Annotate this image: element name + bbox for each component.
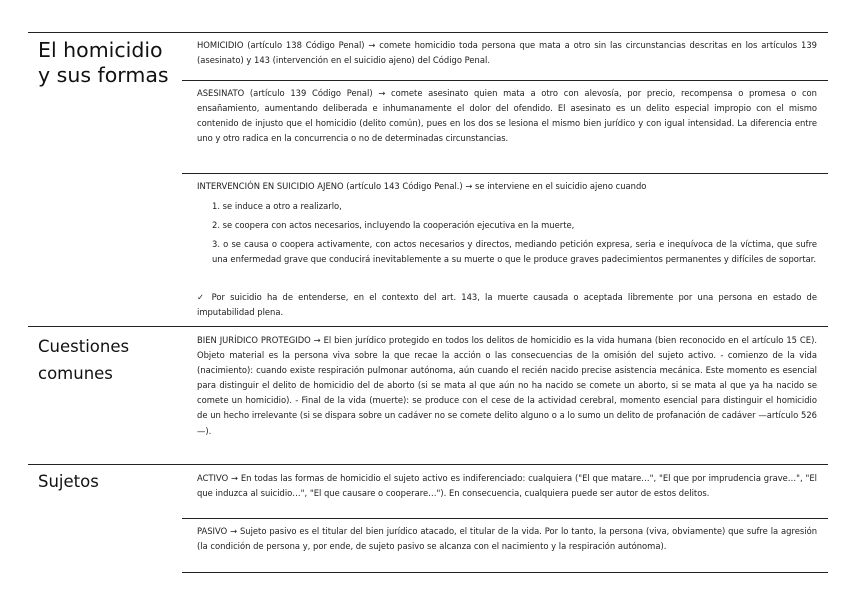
asesinato-text: ASESINATO (artículo 139 Código Penal) → comete asesinato quien mata a otro con alevosía, por precio, recompensa o promesa o con ensañamiento, aumentando deliberada e inhumanamente el dolor del ofendido. El asesinato es un delito especial impropio con el mismo contenido de injusto que el homicidio (delito común), pues en los dos se lesiona el mismo bien jurídico y con igual intensidad. La diferencia entre uno y otro radica en la concurrencia o no de determinadas circunstancias. <box>197 88 817 144</box>
intervencion-intro-text: INTERVENCIÓN EN SUICIDIO AJENO (artículo 143 Código Penal.) → se interviene en el suicidio ajeno cuando <box>197 181 647 191</box>
bottom-rule <box>182 572 828 573</box>
activo-paragraph <box>197 471 817 501</box>
activo-text: ACTIVO → En todas las formas de homicidio el sujeto activo es indiferenciado: cualquiera ("El que matare…", "El que por imprudencia grave…", "El que induzca al suicidio…", "El que causare o cooperare…"). En consecuencia, cualquiera puede ser autor de estos delitos. <box>197 473 817 499</box>
intervencion-note <box>197 290 817 320</box>
intervencion-item-1: 1. se induce a otro a realizarlo, <box>212 201 342 211</box>
homicidio-text: HOMICIDIO (artículo 138 Código Penal) → comete homicidio toda persona que mata a otro sin las circunstancias descritas en los artículos 139 (asesinato) y 143 (intervención en el suicidio ajeno) del Código Penal. <box>197 40 817 66</box>
section-heading-homicidio: El homicidio y sus formas <box>38 38 169 87</box>
section-heading-sujetos: Sujetos <box>38 472 99 491</box>
bien-juridico-text: BIEN JURÍDICO PROTEGIDO → El bien jurídico protegido en todos los delitos de homicidio es la vida humana (bien reconocido en el artículo 15 CE). Objeto material es la persona viva sobre la que recae la acción o las consecuencias de la omisión del sujeto activo. - comienzo de la vida (nacimiento): cuando existe respiración pulmonar autónoma, aún cuando el recién nacido precise asistencia mecánica. Este momento es esencial para distinguir el delito de homicidio del de aborto (si se mata al que aún no ha nacido se comete un aborto, si se mata al que ya ha nacido se comete un homicidio). - Final de la vida (muerte): se produce con el cese de la actividad cerebral, momento esencial para distinguir el homicidio de un hecho irrelevante (si se dispara sobre un cadáver no se comete delito alguno o a lo sumo un delito de profanación de cadáver —artículo 526—). <box>197 335 817 436</box>
top-rule <box>28 32 828 33</box>
divider-homicidio-asesinato <box>182 80 828 81</box>
pasivo-text: PASIVO → Sujeto pasivo es el titular del bien jurídico atacado, el titular de la vida. Por lo tanto, la persona (viva, obviamente) que sufre la agresión (la condición de persona y, por ende, de sujeto pasivo se alcanza con el nacimiento y la respiración autónoma). <box>197 526 817 552</box>
intervencion-item-3: 3. o se causa o coopera activamente, con actos necesarios y directos, mediando petición expresa, seria e inequívoca de la víctima, que sufre una enfermedad grave que conducirá inevitablemente a su muerte o que le produce graves padecimientos permanentes y difíciles de soportar. <box>212 239 817 265</box>
asesinato-paragraph <box>197 86 817 146</box>
intervencion-note-text: ✓ Por suicidio ha de entenderse, en el contexto del art. 143, la muerte causada o aceptada libremente por una persona en estado de imputabilidad plena. <box>197 292 817 318</box>
divider-activo-pasivo <box>182 518 828 519</box>
divider-section-cuestiones <box>28 326 828 327</box>
pasivo-paragraph <box>197 524 817 554</box>
section-heading-cuestiones: Cuestiones comunes <box>38 337 130 383</box>
intervencion-intro <box>197 179 817 194</box>
divider-section-sujetos <box>28 464 828 465</box>
bien-juridico-paragraph <box>197 333 817 439</box>
homicidio-paragraph <box>197 38 817 68</box>
divider-asesinato-intervencion <box>182 173 828 174</box>
intervencion-item-2: 2. se coopera con actos necesarios, incluyendo la cooperación ejecutiva en la muerte, <box>212 220 575 230</box>
